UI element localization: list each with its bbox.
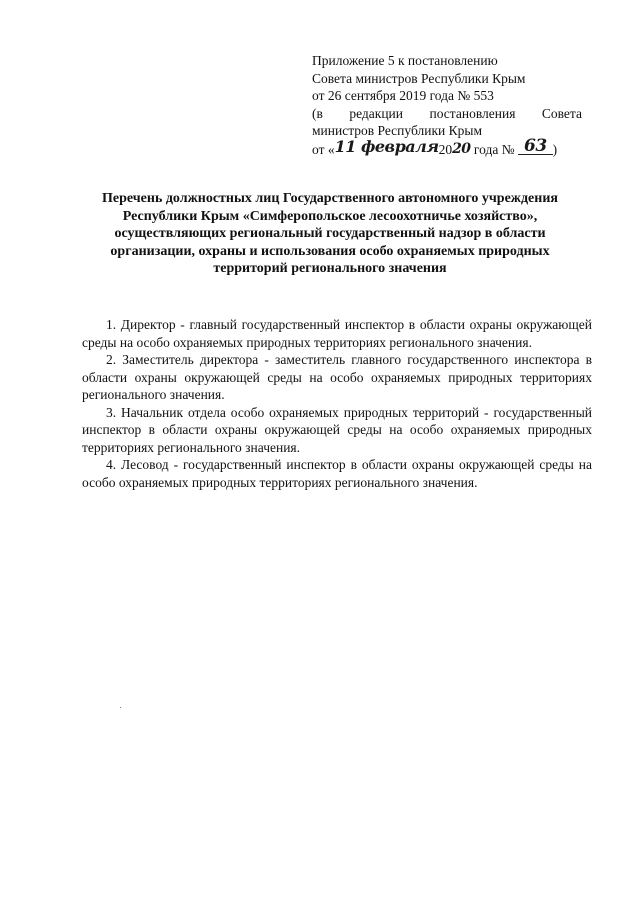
- title-line-2: Республики Крым «Симферопольское лесоохотничье хозяйство»,: [122, 208, 538, 224]
- appendix-line-4-part-4: Совета: [541, 105, 582, 121]
- appendix-line-2: Совета министров Республики Крым: [312, 70, 526, 86]
- appendix-line-1: Приложение 5 к постановлению: [312, 53, 498, 68]
- title-line-3: осуществляющих региональный государственный надзор в области: [114, 226, 546, 241]
- title-line-4: организации, охраны и использования особо охраняемых природных: [110, 243, 550, 259]
- appendix-line-5: министров Республики Крым: [312, 123, 482, 138]
- title-line-5: территорий регионального значения: [213, 261, 447, 276]
- date-prefix: от «: [312, 141, 335, 157]
- appendix-line-4: [312, 105, 582, 123]
- title-line-1: Перечень должностных лиц Государственного автономного учреждения: [102, 191, 558, 206]
- handwritten-number: 63: [518, 139, 553, 155]
- appendix-line-4-part-3: постановления: [429, 105, 516, 121]
- handwritten-year: 20: [452, 140, 471, 157]
- year-suffix: года №: [470, 141, 515, 157]
- appendix-line-4-part-2: редакции: [349, 105, 404, 121]
- appendix-date-line: [312, 135, 582, 160]
- list-item-2: 2. Заместитель директора - заместитель главного государственного инспектора в области охраны окружающей среды на особо охраняемых природных территориях регионального значения.: [82, 352, 592, 402]
- year-printed: 20: [438, 141, 453, 157]
- appendix-line-3: от 26 сентября 2019 года № 553: [312, 88, 494, 103]
- document-title: [80, 190, 580, 278]
- list-item-1: 1. Директор - главный государственный инспектор в области охраны окружающей среды на особо охраняемых природных территориях регионального значения.: [82, 317, 592, 350]
- closing-paren: ): [552, 141, 558, 157]
- appendix-header: [312, 52, 582, 159]
- appendix-line-4-part-1: (в: [312, 105, 323, 121]
- list-item-3: 3. Начальник отдела особо охраняемых природных территорий - государственный инспектор в области охраны окружающей среды на особо охраняемых природных территориях регионального значения.: [82, 404, 592, 455]
- official-list: [82, 316, 592, 491]
- scan-speck: [120, 707, 121, 708]
- handwritten-date: 11 февраля: [334, 136, 439, 156]
- list-item-4: 4. Лесовод - государственный инспектор в области охраны окружающей среды на особо охраняемых природных территориях регионального значения.: [82, 457, 592, 490]
